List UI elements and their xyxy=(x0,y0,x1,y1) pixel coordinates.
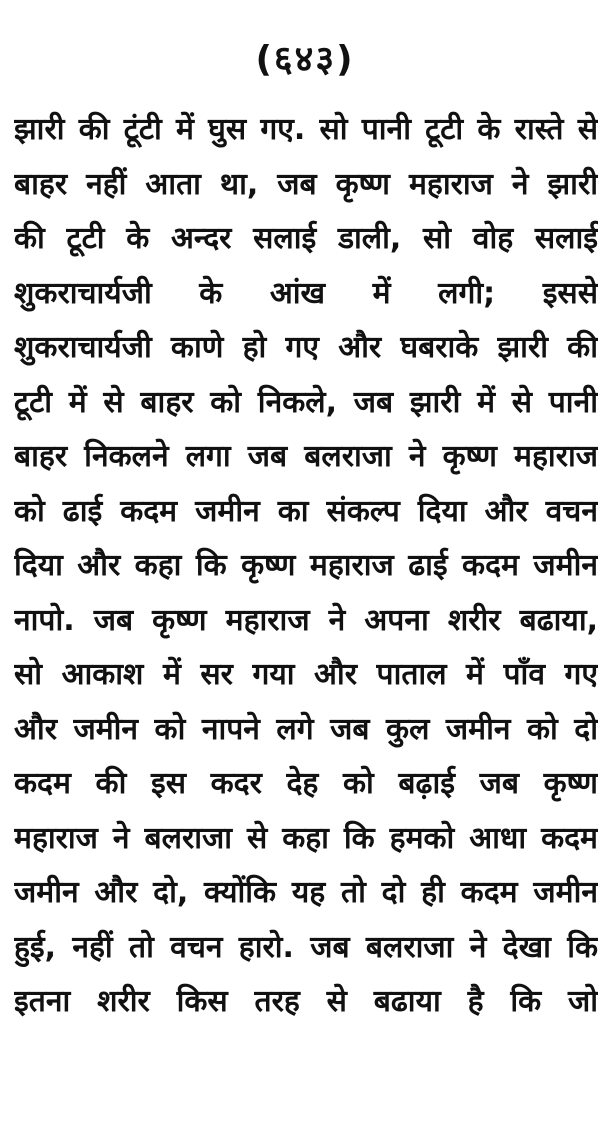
text-line: झारी की टूंटी में घुस गए. सो पानी टूटी के रास्ते से xyxy=(14,112,598,147)
text-line: कदम की इस कदर देह को बढ़ाई जब कृष्ण xyxy=(14,766,598,801)
text-line: शुकराचार्यजी काणे हो गए और घबराके झारी की xyxy=(14,330,598,365)
text-line: जमीन और दो, क्योंकि यह तो दो ही कदम जमीन xyxy=(14,875,598,910)
text-line: शुकराचार्यजी के आंख में लगी; इससे xyxy=(14,275,598,311)
text-line: इतना शरीर किस तरह से बढाया है कि जो xyxy=(14,984,598,1019)
text-line: हुई, नहीं तो वचन हारो. जब बलराजा ने देखा कि xyxy=(14,929,598,965)
page-number: (६४३) xyxy=(255,39,355,80)
text-line: सो आकाश में सर गया और पाताल में पाँव गए xyxy=(14,657,598,692)
text-line: बाहर निकलने लगा जब बलराजा ने कृष्ण महाराज xyxy=(14,439,598,474)
text-line: और जमीन को नापने लगे जब कुल जमीन को दो xyxy=(14,711,598,747)
text-line: की टूटी के अन्दर सलाई डाली, सो वोह सलाई xyxy=(14,221,598,256)
text-line: टूटी में से बाहर को निकले, जब झारी में से पानी xyxy=(14,384,598,420)
text-line: बाहर नहीं आता था, जब कृष्ण महाराज ने झारी xyxy=(14,166,598,202)
text-line: नापो. जब कृष्ण महाराज ने अपना शरीर बढाया, xyxy=(14,602,598,638)
body-text xyxy=(14,103,598,1030)
text-line: महाराज ने बलराजा से कहा कि हमको आधा कदम xyxy=(14,820,598,856)
text-line: दिया और कहा कि कृष्ण महाराज ढाई कदम जमीन xyxy=(14,548,598,583)
text-line: को ढाई कदम जमीन का संकल्प दिया और वचन xyxy=(14,493,598,529)
